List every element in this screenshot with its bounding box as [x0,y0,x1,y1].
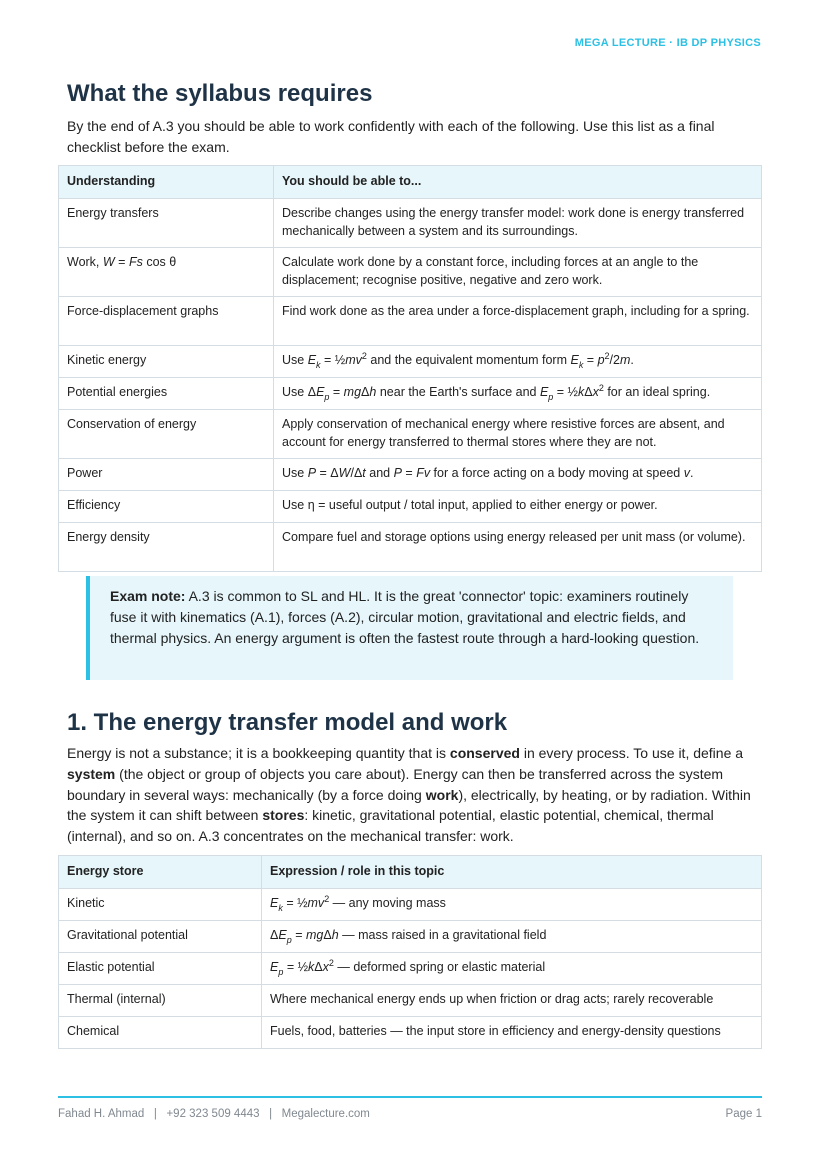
section-1-paragraph: Energy is not a substance; it is a bookkeeping quantity that is conserved in every process. To use it, define a system (the object or group of objects you care about). Energy can then be transferred across the system boundary in several ways: mechanically (by a force doing work), electrically, by heating, or by radiation. Within the system it can shift between stores: kinetic, gravitational potential, elastic potential, chemical, thermal (internal), and so on. A.3 concentrates on the mechanical transfer: work. [67,745,751,845]
store-cell: Thermal (internal) [59,984,262,1016]
syllabus-title: What the syllabus requires [67,80,373,107]
table-row [59,377,762,409]
section-1-title: 1. The energy transfer model and work [67,709,508,736]
skill-cell: Use $\Delta E_p = mg\Delta h$ near the Earth's surface and $E_p$ = ½kΔx$^2$ for an ideal spring. [274,377,762,409]
footer-contact: Fahad H. Ahmad | +92 323 509 4443 | Megalecture.com [58,1108,370,1120]
table-row [59,920,762,952]
topic-cell: Work, W = Fs cos θ [59,247,274,296]
table-row [59,1016,762,1048]
skill-cell: Describe changes using the energy transfer model: work done is energy transferred mechanically between a system and its surroundings. [274,198,762,247]
topic-cell: Energy transfers [59,198,274,247]
table-row [59,247,762,296]
skill-cell: Apply conservation of mechanical energy where resistive forces are absent, and account for energy transferred to thermal stores where they are not. [274,409,762,458]
skill-cell: Use $E_k$ = $\frac{1}{2}mv^2$ and the equivalent momentum form $E_k = p^2/2m$. [274,345,762,377]
exam-note [86,576,733,680]
store-cell: Gravitational potential [59,920,262,952]
skill-cell: Use P = ΔW/Δt and P = Fv for a force acting on a body moving at speed v. [274,458,762,490]
exam-note-label: Exam note: [110,588,186,604]
energy-store-table [58,855,762,1049]
column-header: Expression / role in this topic [262,856,762,889]
column-header: Energy store [59,856,262,889]
exam-note-text: A.3 is common to SL and HL. It is the great 'connector' topic: examiners routinely fuse it with kinematics (A.1), forces (A.2), circular motion, gravitational and electric fields, and thermal physics. An energy argument is often the fastest route through a hard-looking question. [110,588,700,646]
role-cell: $E_k$ = $\frac{1}{2}mv^2$ — any moving mass [262,888,762,920]
skill-cell: Find work done as the area under a force-displacement graph, including for a spring. [274,296,762,345]
role-cell: $\Delta E_p = mg\Delta h$ — mass raised in a gravitational field [262,920,762,952]
table-row [59,296,762,345]
topic-cell: Efficiency [59,490,274,522]
table-row [59,458,762,490]
topic-cell: Force-displacement graphs [59,296,274,345]
table-row [59,409,762,458]
role-cell: Fuels, food, batteries — the input store in efficiency and energy-density questions [262,1016,762,1048]
table-header-row [59,856,762,889]
syllabus-table [58,165,762,572]
topic-cell: Potential energies [59,377,274,409]
syllabus-intro: By the end of A.3 you should be able to work confidently with each of the following. Use this list as a final checklist before the exam. [67,118,715,155]
table-row [59,984,762,1016]
table-row [59,888,762,920]
topic-cell: Power [59,458,274,490]
role-cell: $E_p$ = ½kΔx$^2$ — deformed spring or elastic material [262,952,762,984]
store-cell: Elastic potential [59,952,262,984]
column-header: Understanding [59,166,274,199]
footer-divider [58,1096,762,1098]
column-header: You should be able to... [274,166,762,199]
topic-cell: Energy density [59,522,274,571]
store-cell: Kinetic [59,888,262,920]
table-row [59,522,762,571]
skill-cell: Calculate work done by a constant force, including forces at an angle to the displacement; recognise positive, negative and zero work. [274,247,762,296]
table-header-row [59,166,762,199]
table-row [59,490,762,522]
table-row [59,952,762,984]
topic-cell: Conservation of energy [59,409,274,458]
header-tag: MEGA LECTURE · IB DP PHYSICS [574,37,761,49]
skill-cell: Compare fuel and storage options using energy released per unit mass (or volume). [274,522,762,571]
store-cell: Chemical [59,1016,262,1048]
table-row [59,198,762,247]
table-row [59,345,762,377]
skill-cell: Use η = useful output / total input, applied to either energy or power. [274,490,762,522]
page-number: Page 1 [725,1108,762,1120]
topic-cell: Kinetic energy [59,345,274,377]
role-cell: Where mechanical energy ends up when friction or drag acts; rarely recoverable [262,984,762,1016]
